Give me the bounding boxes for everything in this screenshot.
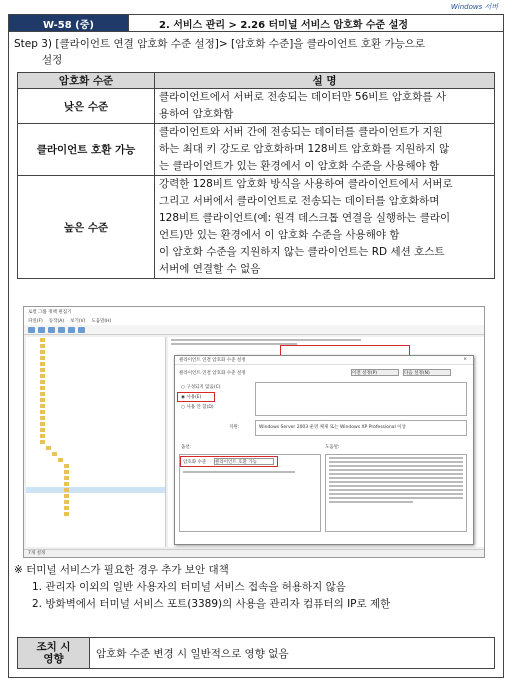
description-line: 128비트 클라이언트(예: 원격 데스크톱 연결을 실행하는 클라이 bbox=[159, 212, 451, 224]
status-bar bbox=[24, 549, 484, 557]
filter-icon[interactable] bbox=[78, 327, 85, 333]
folder-icon bbox=[40, 368, 45, 372]
description-line: 그리고 서버에서 클라이언트로 전송되는 데이터를 암호화하며 bbox=[159, 195, 440, 207]
radio-enabled[interactable]: ◉ 사용(E) bbox=[181, 395, 202, 400]
folder-icon bbox=[40, 356, 45, 360]
folder-icon bbox=[40, 380, 45, 384]
description-cell bbox=[155, 176, 495, 279]
folder-icon bbox=[40, 428, 45, 432]
window-titlebar bbox=[24, 307, 484, 317]
document-page bbox=[8, 14, 504, 678]
next-setting-button[interactable]: 다음 설정(N) bbox=[403, 369, 451, 376]
description-cell bbox=[155, 124, 495, 176]
column-header-description: 설 명 bbox=[155, 73, 495, 89]
item-code: W-58 (중) bbox=[9, 15, 129, 31]
back-icon[interactable] bbox=[28, 327, 35, 333]
description-line: 용하여 암호화함 bbox=[159, 108, 234, 120]
menu-bar bbox=[24, 317, 484, 325]
help-icon[interactable] bbox=[68, 327, 75, 333]
menu-file[interactable]: 파일(F) bbox=[28, 319, 43, 324]
impact-label: 조치 시 영향 bbox=[18, 638, 90, 668]
level-cell: 낮은 수준 bbox=[18, 89, 155, 124]
menu-help[interactable]: 도움말(H) bbox=[91, 319, 112, 324]
folder-icon bbox=[52, 452, 57, 456]
folder-icon bbox=[40, 434, 45, 438]
folder-icon bbox=[64, 482, 69, 486]
folder-icon[interactable] bbox=[48, 327, 55, 333]
encryption-combo-highlight bbox=[180, 456, 278, 467]
description-line: 클라이언트에서 서버로 전송되는 데이터만 56비트 암호화를 사 bbox=[159, 91, 446, 103]
level-cell: 높은 수준 bbox=[18, 176, 155, 279]
folder-icon bbox=[40, 416, 45, 420]
folder-icon bbox=[64, 512, 69, 516]
folder-icon bbox=[40, 362, 45, 366]
dialog-subtitle: 클라이언트 연결 암호화 수준 설정 bbox=[179, 371, 246, 376]
policy-tree[interactable] bbox=[26, 337, 166, 547]
radio-disabled[interactable]: ○ 사용 안 함(D) bbox=[181, 405, 214, 410]
folder-icon bbox=[64, 476, 69, 480]
dialog-titlebar bbox=[175, 356, 473, 365]
options-label: 옵션: bbox=[181, 445, 192, 450]
window-title: 로컬 그룹 정책 편집기 bbox=[28, 310, 72, 315]
options-panel bbox=[179, 454, 321, 532]
folder-icon bbox=[64, 464, 69, 468]
previous-setting-button[interactable]: 이전 설정(P) bbox=[351, 369, 399, 376]
folder-icon bbox=[40, 386, 45, 390]
help-label: 도움말: bbox=[325, 445, 340, 450]
description-cell bbox=[155, 89, 495, 124]
item-title: 2. 서비스 관리 > 2.26 터미널 서비스 암호화 수준 설정 bbox=[129, 15, 503, 31]
folder-icon bbox=[64, 500, 69, 504]
setting-count: 7개 설정 bbox=[28, 551, 46, 556]
folder-icon bbox=[64, 506, 69, 510]
step-line-1: Step 3) [클라이언트 연결 암호화 수준 설정]> [암호화 수준]을 클라이언트 호환 가능으로 bbox=[14, 38, 426, 50]
table-row-high bbox=[18, 176, 495, 279]
description-line: 클라이언트와 서버 간에 전송되는 데이터를 클라이언트가 지원 bbox=[159, 126, 443, 138]
note-item: 1. 관리자 이외의 일반 사용자의 터미널 서비스 접속을 허용하지 않음 bbox=[32, 581, 346, 593]
forward-icon[interactable] bbox=[38, 327, 45, 333]
folder-icon bbox=[40, 440, 45, 444]
description-line: 이 암호화 수준을 지원하지 않는 클라이언트는 RD 세션 호스트 bbox=[159, 246, 445, 258]
action-impact-row bbox=[17, 637, 495, 669]
supported-label: 지원: bbox=[229, 425, 240, 430]
section-label: Windows 서버 bbox=[450, 3, 498, 11]
description-line: 언트)만 있는 환경에서 이 암호화 수준을 사용해야 함 bbox=[159, 229, 400, 241]
description-line: 서버에 연결할 수 없음 bbox=[159, 263, 261, 275]
folder-icon bbox=[64, 494, 69, 498]
description-line: 강력한 128비트 암호화 방식을 사용하여 클라이언트에서 서버로 bbox=[159, 178, 453, 190]
table-row-client-compatible bbox=[18, 124, 495, 176]
toolbar bbox=[24, 325, 484, 335]
radio-not-configured[interactable]: ○ 구성되지 않음(C) bbox=[181, 385, 221, 390]
item-header bbox=[9, 15, 503, 32]
level-cell: 클라이언트 호환 가능 bbox=[18, 124, 155, 176]
folder-icon bbox=[40, 338, 45, 342]
comment-box[interactable] bbox=[255, 382, 467, 416]
close-icon[interactable]: × bbox=[463, 357, 467, 362]
impact-value: 암호화 수준 변경 시 일반적으로 영향 없음 bbox=[96, 647, 289, 660]
enabled-option-highlight bbox=[177, 392, 215, 402]
additional-measures bbox=[14, 562, 390, 613]
folder-icon bbox=[40, 422, 45, 426]
table-header-row bbox=[18, 73, 495, 89]
note-item: 2. 방화벽에서 터미널 서비스 포트(3389)의 사용을 관리자 컴퓨터의 IP로 제한 bbox=[32, 598, 391, 610]
group-policy-screenshot bbox=[23, 306, 485, 558]
encryption-level-label: 암호화 수준 bbox=[183, 460, 207, 465]
encryption-level-select[interactable]: 클라이언트 호환 가능 bbox=[214, 458, 274, 465]
folder-icon bbox=[40, 374, 45, 378]
menu-view[interactable]: 보기(V) bbox=[70, 319, 86, 324]
folder-icon bbox=[40, 398, 45, 402]
dialog-title: 클라이언트 연결 암호화 수준 설정 bbox=[179, 358, 246, 363]
table-row-low bbox=[18, 89, 495, 124]
folder-icon bbox=[40, 410, 45, 414]
step-instruction bbox=[14, 36, 494, 68]
properties-icon[interactable] bbox=[58, 327, 65, 333]
folder-icon bbox=[40, 350, 45, 354]
folder-icon bbox=[64, 470, 69, 474]
column-header-level: 암호화 수준 bbox=[18, 73, 155, 89]
setting-dialog bbox=[174, 355, 474, 545]
note-title: ※ 터미널 서비스가 필요한 경우 추가 보안 대책 bbox=[14, 564, 229, 576]
folder-icon bbox=[40, 404, 45, 408]
folder-icon bbox=[40, 392, 45, 396]
encryption-level-table bbox=[17, 72, 495, 279]
folder-icon bbox=[46, 446, 51, 450]
folder-icon bbox=[58, 458, 63, 462]
step-line-2: 설정 bbox=[42, 54, 63, 66]
supported-box: Windows Server 2003 운영 체제 또는 Windows XP Professional 이상 bbox=[255, 420, 467, 436]
description-line: 는 클라이언트가 있는 환경에서 이 암호화 수준을 사용해야 함 bbox=[159, 160, 440, 172]
folder-icon bbox=[64, 488, 69, 492]
description-line: 하는 최대 키 강도로 암호화하며 128비트 암호화를 지원하지 않 bbox=[159, 143, 450, 155]
help-panel bbox=[325, 454, 467, 532]
folder-icon bbox=[40, 344, 45, 348]
menu-action[interactable]: 동작(A) bbox=[48, 319, 65, 324]
